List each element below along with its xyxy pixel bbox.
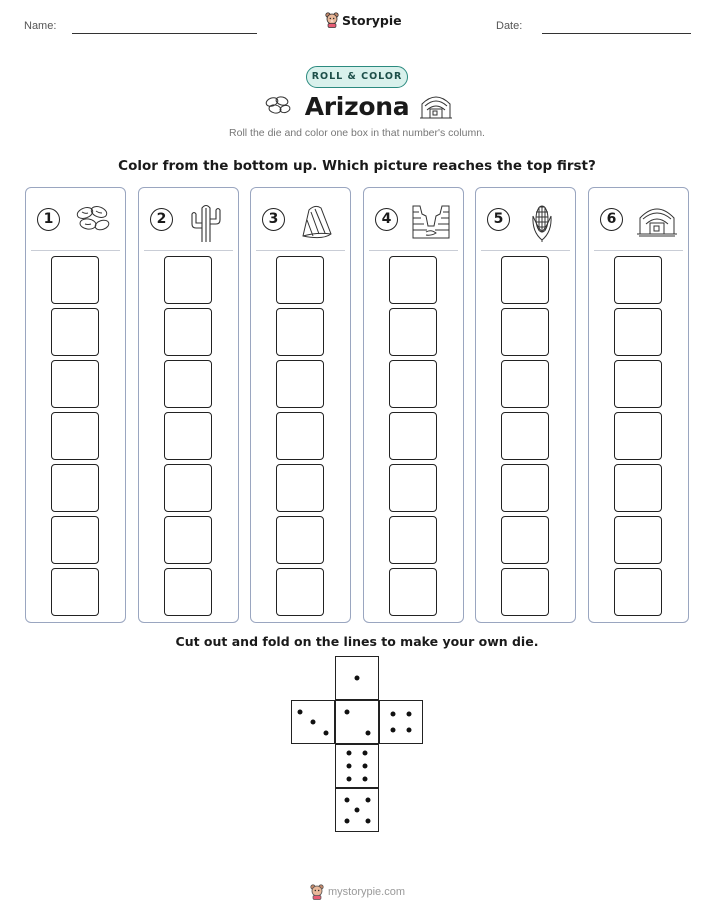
box-stack bbox=[276, 256, 324, 620]
die-pip bbox=[346, 776, 351, 781]
color-box[interactable] bbox=[389, 568, 437, 616]
roll-color-badge: ROLL & COLOR bbox=[306, 66, 408, 88]
box-stack bbox=[389, 256, 437, 620]
color-box[interactable] bbox=[389, 464, 437, 512]
color-box[interactable] bbox=[501, 308, 549, 356]
date-line bbox=[542, 33, 691, 34]
number-badge: 2 bbox=[150, 208, 173, 231]
color-box[interactable] bbox=[276, 360, 324, 408]
corn-icon bbox=[524, 202, 560, 242]
color-box[interactable] bbox=[164, 308, 212, 356]
number-badge: 3 bbox=[262, 208, 285, 231]
column-1 bbox=[25, 187, 126, 623]
number-badge: 6 bbox=[600, 208, 623, 231]
color-box[interactable] bbox=[614, 516, 662, 564]
column-divider bbox=[256, 250, 345, 251]
color-box[interactable] bbox=[164, 516, 212, 564]
color-box[interactable] bbox=[501, 568, 549, 616]
color-box[interactable] bbox=[614, 360, 662, 408]
color-box[interactable] bbox=[51, 256, 99, 304]
die-pip bbox=[346, 751, 351, 756]
adobe-house-icon bbox=[637, 202, 677, 238]
color-box[interactable] bbox=[614, 308, 662, 356]
color-box[interactable] bbox=[501, 516, 549, 564]
color-box[interactable] bbox=[614, 464, 662, 512]
die-face-3 bbox=[291, 700, 335, 744]
die-pip bbox=[365, 797, 370, 802]
column-divider bbox=[144, 250, 233, 251]
color-box[interactable] bbox=[614, 568, 662, 616]
color-box[interactable] bbox=[164, 360, 212, 408]
die-pip bbox=[344, 797, 349, 802]
column-header bbox=[139, 188, 238, 250]
box-stack bbox=[501, 256, 549, 620]
color-box[interactable] bbox=[389, 516, 437, 564]
die-pip bbox=[298, 709, 303, 714]
column-header bbox=[364, 188, 463, 250]
column-divider bbox=[594, 250, 683, 251]
color-box[interactable] bbox=[389, 308, 437, 356]
die-pip bbox=[323, 730, 328, 735]
die-face-6 bbox=[335, 744, 379, 788]
color-box[interactable] bbox=[501, 256, 549, 304]
brand-logo bbox=[325, 12, 402, 28]
column-5 bbox=[475, 187, 576, 623]
storypie-bear-logo-icon bbox=[325, 12, 339, 28]
column-divider bbox=[31, 250, 120, 251]
color-box[interactable] bbox=[614, 412, 662, 460]
box-stack bbox=[51, 256, 99, 620]
column-4 bbox=[363, 187, 464, 623]
column-3 bbox=[250, 187, 351, 623]
adobe-house-icon bbox=[420, 92, 452, 120]
die-pip bbox=[344, 818, 349, 823]
color-box[interactable] bbox=[614, 256, 662, 304]
color-box[interactable] bbox=[501, 464, 549, 512]
subtitle: Roll the die and color one box in that number's column. bbox=[229, 127, 485, 139]
title-row bbox=[0, 92, 714, 126]
saguaro-cactus-icon bbox=[187, 202, 225, 242]
instruction: Color from the bottom up. Which picture reaches the top first? bbox=[118, 158, 596, 174]
die-pip bbox=[355, 676, 360, 681]
die-pip bbox=[311, 720, 316, 725]
storypie-bear-logo-icon bbox=[310, 884, 324, 900]
die-face-5 bbox=[335, 788, 379, 832]
page-title: Arizona bbox=[304, 92, 410, 121]
die-pip bbox=[407, 711, 412, 716]
die-pip bbox=[346, 764, 351, 769]
color-box[interactable] bbox=[276, 568, 324, 616]
number-badge: 4 bbox=[375, 208, 398, 231]
box-stack bbox=[164, 256, 212, 620]
grand-canyon-icon bbox=[412, 202, 450, 240]
name-label: Name: bbox=[24, 20, 57, 32]
column-2 bbox=[138, 187, 239, 623]
column-6 bbox=[588, 187, 689, 623]
die-face-4 bbox=[379, 700, 423, 744]
column-header bbox=[26, 188, 125, 250]
color-box[interactable] bbox=[501, 412, 549, 460]
rock-formation-icon bbox=[299, 202, 335, 240]
color-box[interactable] bbox=[276, 256, 324, 304]
color-box[interactable] bbox=[164, 256, 212, 304]
column-divider bbox=[369, 250, 458, 251]
die-pip bbox=[365, 818, 370, 823]
die-face-1 bbox=[335, 656, 379, 700]
color-box[interactable] bbox=[51, 516, 99, 564]
number-badge: 1 bbox=[37, 208, 60, 231]
color-box[interactable] bbox=[389, 360, 437, 408]
color-box[interactable] bbox=[164, 568, 212, 616]
color-box[interactable] bbox=[51, 360, 99, 408]
column-header bbox=[476, 188, 575, 250]
color-box[interactable] bbox=[501, 360, 549, 408]
cut-instruction: Cut out and fold on the lines to make your own die. bbox=[175, 634, 539, 649]
die-pip bbox=[390, 711, 395, 716]
column-header bbox=[589, 188, 688, 250]
color-box[interactable] bbox=[51, 308, 99, 356]
die-pip bbox=[365, 730, 370, 735]
footer-url: mystorypie.com bbox=[328, 886, 406, 898]
color-box[interactable] bbox=[276, 516, 324, 564]
die-pip bbox=[390, 728, 395, 733]
number-badge: 5 bbox=[487, 208, 510, 231]
die-pip bbox=[344, 709, 349, 714]
die-pip bbox=[355, 808, 360, 813]
brand-name: Storypie bbox=[342, 12, 402, 28]
color-box[interactable] bbox=[164, 464, 212, 512]
color-box[interactable] bbox=[51, 568, 99, 616]
color-box[interactable] bbox=[276, 412, 324, 460]
pinto-beans-icon bbox=[74, 202, 112, 236]
color-box[interactable] bbox=[276, 464, 324, 512]
color-box[interactable] bbox=[389, 412, 437, 460]
color-box[interactable] bbox=[51, 464, 99, 512]
color-box[interactable] bbox=[389, 256, 437, 304]
column-divider bbox=[481, 250, 570, 251]
name-line bbox=[72, 33, 257, 34]
date-label: Date: bbox=[496, 20, 523, 32]
box-stack bbox=[614, 256, 662, 620]
die-pip bbox=[363, 764, 368, 769]
footer bbox=[310, 884, 405, 900]
die-pip bbox=[363, 751, 368, 756]
color-box[interactable] bbox=[51, 412, 99, 460]
color-box[interactable] bbox=[164, 412, 212, 460]
die-pip bbox=[407, 728, 412, 733]
color-box[interactable] bbox=[276, 308, 324, 356]
die-face-2 bbox=[335, 700, 379, 744]
die-pip bbox=[363, 776, 368, 781]
column-header bbox=[251, 188, 350, 250]
